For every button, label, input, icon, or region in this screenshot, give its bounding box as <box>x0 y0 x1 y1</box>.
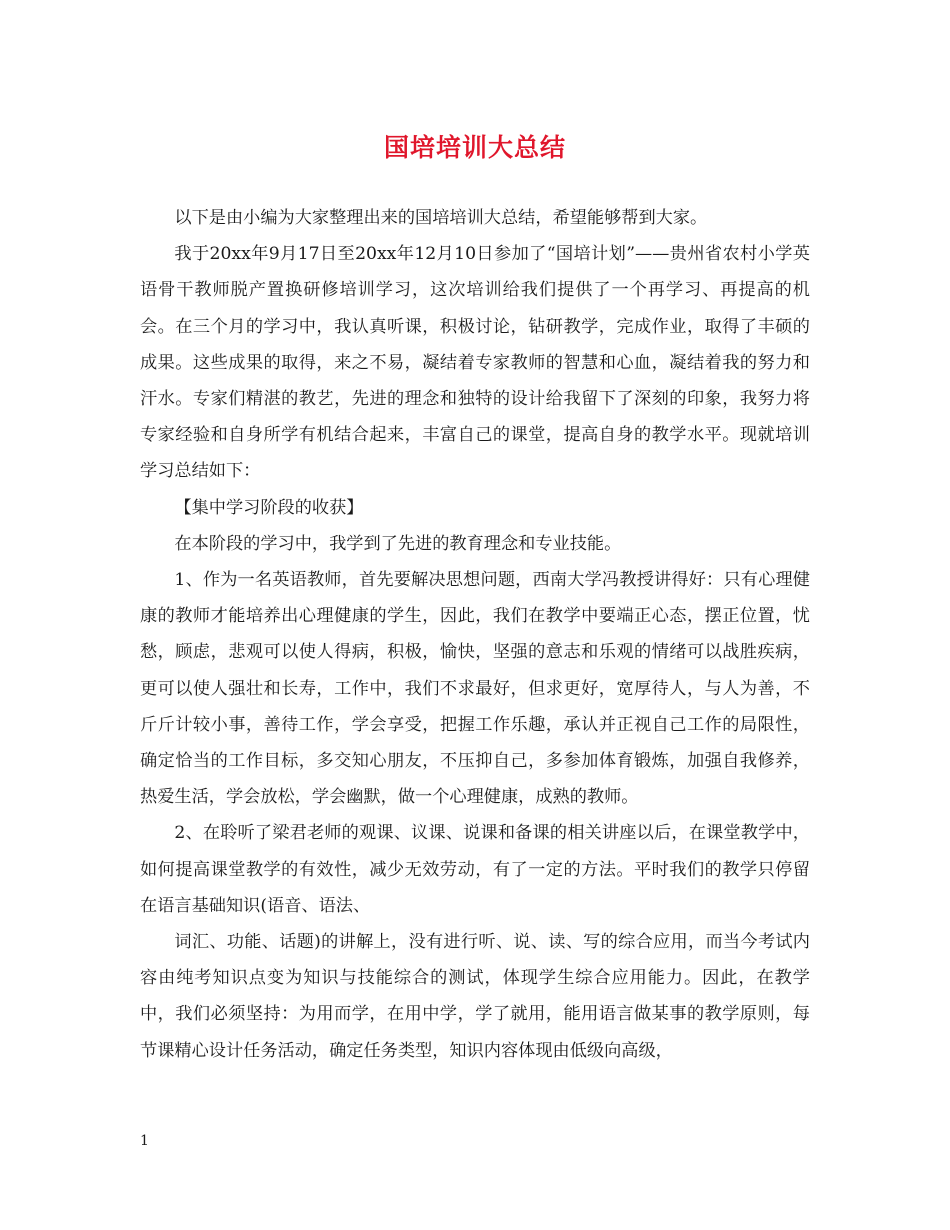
paragraph-intro: 以下是由小编为大家整理出来的国培培训大总结，希望能够帮到大家。 <box>174 208 708 228</box>
document-body <box>140 200 810 1069</box>
paragraph-training-overview: 我于20xx年9月17日至20xx年12月10日参加了“国培计划”——贵州省农村小学英语骨干教师脱产置换研修培训学习，这次培训给我们提供了一个再学习、再提高的机会。在三个月的学习中，我认真听课，积极讨论，钻研教学，完成作业，取得了丰硕的成果。这些成果的取得，来之不易，凝结着专家教师的智慧和心血，凝结着我的努力和汗水。专家们精湛的教艺，先进的理念和独特的设计给我留下了深刻的印象，我努力将专家经验和自身所学有机结合起来，丰富自己的课堂，提高自身的教学水平。现就培训学习总结如下： <box>140 244 810 482</box>
page-number: 1 <box>140 1133 149 1149</box>
section-heading: 【集中学习阶段的收获】 <box>174 497 364 518</box>
paragraph-point-2: 2、在聆听了梁君老师的观课、议课、说课和备课的相关讲座以后，在课堂教学中，如何提高课堂教学的有效性，减少无效劳动，有了一定的方法。平时我们的教学只停留在语言基础知识(语音、语法、 <box>140 823 810 916</box>
paragraph-point-2-continued: 词汇、功能、话题)的讲解上，没有进行听、说、读、写的综合应用，而当今考试内容由纯考知识点变为知识与技能综合的测试，体现学生综合应用能力。因此，在教学中，我们必须坚持：为用而学，在用中学，学了就用，能用语言做某事的教学原则，每节课精心设计任务活动，确定任务类型，知识内容体现由低级向高级， <box>140 932 810 1061</box>
paragraph-stage-summary: 在本阶段的学习中，我学到了先进的教育理念和专业技能。 <box>174 533 622 554</box>
paragraph-point-1: 1、作为一名英语教师，首先要解决思想问题，西南大学冯教授讲得好：只有心理健康的教师才能培养出心理健康的学生，因此，我们在教学中要端正心态，摆正位置，忧愁，顾虑，悲观可以使人得病，积极，愉快，坚强的意志和乐观的情绪可以战胜疾病，更可以使人强壮和长寿，工作中，我们不求最好，但求更好，宽厚待人，与人为善，不斤斤计较小事，善待工作，学会享受，把握工作乐趣，承认并正视自己工作的局限性，确定恰当的工作目标，多交知心朋友，不压抑自己，多参加体育锻炼，加强自我修养，热爱生活，学会放松，学会幽默，做一个心理健康，成熟的教师。 <box>140 570 810 808</box>
document-title: 国培培训大总结 <box>383 133 566 162</box>
